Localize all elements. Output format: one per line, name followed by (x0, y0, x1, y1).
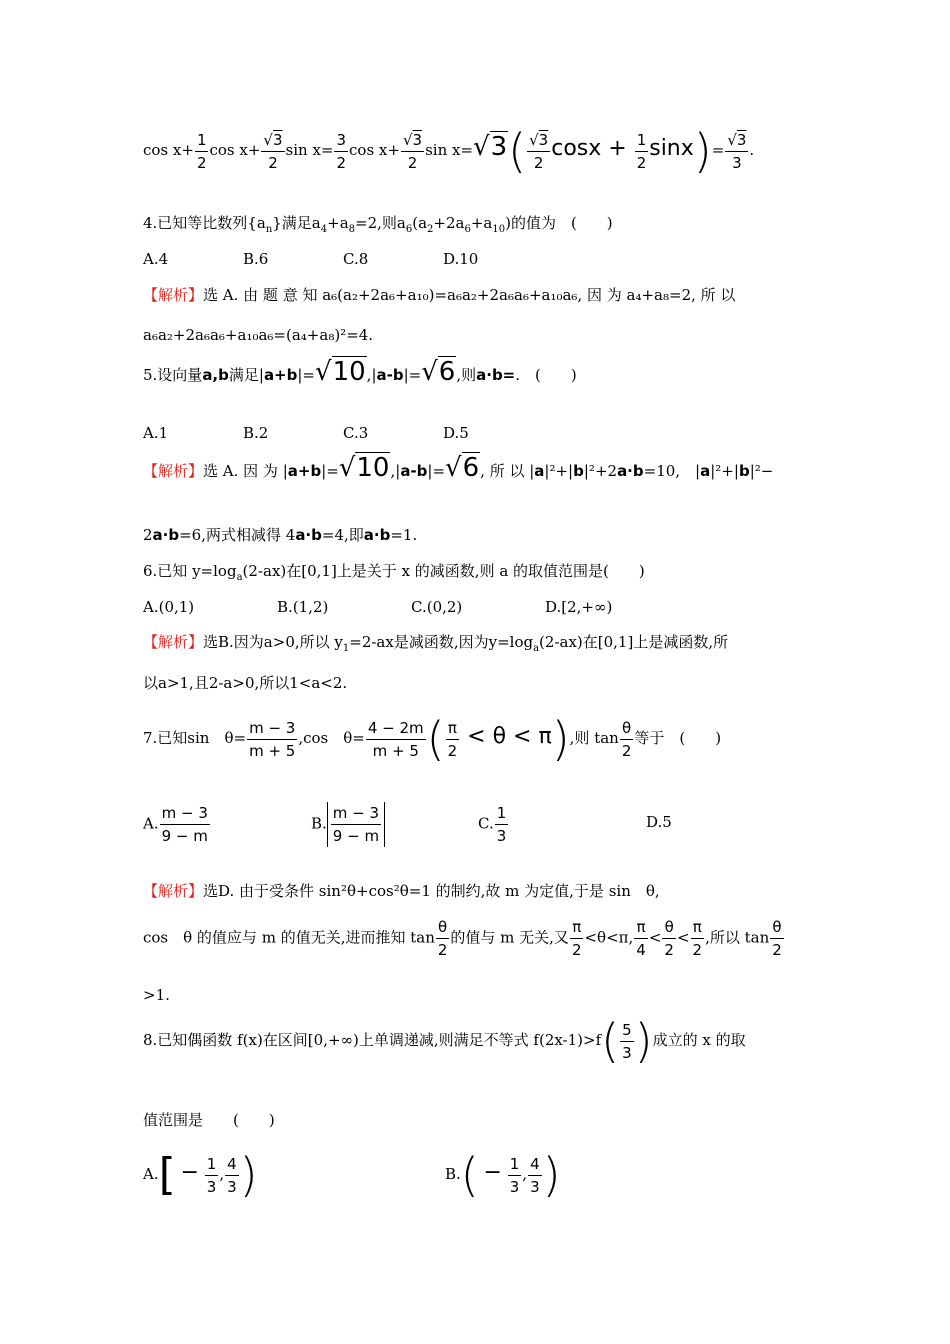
answer-4 (143, 285, 735, 305)
fraction: $\frac{m - 3}{m + 5}$ (249, 718, 296, 760)
text: a-b (376, 366, 404, 384)
fraction: $\frac{1}{2}$ (196, 130, 207, 172)
option-a: A.[ − $\frac{1}{3}$ , $\frac{4}{3}$ ) (143, 1148, 258, 1202)
text: 选 A. 由 题 意 知 a₆(a₂+2a₆+a₁₀)=a₆a₂+2a₆a₆+a₁₀a₆, 因 为 a₄+a₈=2, 所 以 (203, 286, 736, 304)
fraction: $\frac{√3}{2}$ (402, 130, 423, 172)
analysis-label: 【解析】 (143, 286, 204, 304)
absolute-value: $\frac{m - 3}{9 - m}$ (327, 802, 385, 847)
text: |²+| (710, 462, 739, 480)
text: sinx (649, 136, 694, 161)
text: }满足a (272, 214, 321, 232)
option-c: C. $\frac{1}{3}$ (478, 804, 507, 845)
fraction: $\frac{1}{3}$ (496, 804, 507, 845)
answer-6: 【解析】选B.因为a>0,所以 $y_1=2-ax$是减函数,因为$y=\log_a(2-ax)$在[0,1]上是减函数,所 (143, 633, 729, 654)
option-c: C.(0,2) (411, 598, 463, 616)
text: =1. (390, 526, 418, 544)
text: sin x= (425, 141, 474, 159)
fraction: $\frac{√3}{2}$ (263, 130, 283, 172)
option-a: A. $\frac{m - 3}{9 - m}$ (143, 804, 208, 845)
fraction: $\frac{1}{3}$ (509, 1154, 520, 1196)
fraction: $\frac{3}{2}$ (336, 130, 347, 172)
text: b (738, 462, 750, 480)
text: (a (412, 214, 428, 232)
question-8-cont: 值范围是 ( ) (143, 1111, 275, 1129)
sqrt-6: √6 (421, 357, 456, 387)
option-d: D.5 (646, 813, 672, 831)
text: a·b (617, 462, 644, 480)
text: a·b (363, 526, 391, 544)
answer-5-cont (143, 525, 417, 545)
option-d: D.[2,+∞) (545, 598, 613, 616)
text: +a (327, 214, 349, 232)
text: sin x= (285, 141, 334, 159)
text: 选D. 由于受条件 sin²θ+cos²θ=1 的制约,故 m 为定值,于是 sin θ, (203, 882, 660, 900)
text: ,| (366, 366, 377, 384)
sqrt-10: √10 (315, 357, 366, 387)
text: < θ < π (460, 724, 552, 749)
text: 成立的 x 的取 (652, 1031, 746, 1049)
text: |= (403, 366, 422, 384)
text: |= (297, 366, 315, 384)
text: = (711, 141, 725, 159)
formula-line: cos x+ $\frac{1}{2}$ cos x+ $\frac{√3}{2}$ sin x= $\frac{3}{2}$ cos x+ $\frac{√3}{2}$ sin x=√3( $\frac{√3}{2}$ cosx + $\frac{1}{2}$ sinx)= $\frac{√3}{3}$ . (143, 124, 755, 178)
option-a: A.1 (143, 424, 169, 442)
option-d: D.5 (443, 424, 469, 442)
text: < (648, 928, 662, 947)
text: 6.已知 y=log (143, 562, 237, 580)
answer-6-cont (143, 673, 347, 693)
fraction: $\frac{\theta}{2}$ (621, 718, 632, 760)
text: cos x+ (143, 141, 194, 159)
text: +2a (433, 214, 465, 232)
option-b: B.(1,2) (277, 598, 329, 616)
text: , 所 以 | (480, 462, 535, 480)
question-4: 4.已知等比数列$\{a_n\}$满足$a_4+a_8=2$,则$a_6(a_2+2a_6+a_{10})$的值为 ( ) (143, 214, 613, 235)
text: . (749, 141, 755, 159)
sqrt-6: √6 (445, 453, 480, 483)
text: 选 A. 因 为 | (203, 462, 288, 480)
text: 5.设向量 (143, 366, 203, 384)
text: ,| (390, 462, 401, 480)
fraction: $\frac{1}{2}$ (636, 130, 647, 172)
fraction: $\frac{√3}{3}$ (727, 130, 747, 172)
option-b: B.6 (243, 250, 269, 268)
text: a·b= (476, 366, 516, 384)
question-6: 6.已知 $y=\log_a(2-ax)$在[0,1]上是关于 x 的减函数,则 a 的取值范围是( ) (143, 562, 645, 583)
text: (2-ax)在[0,1]上是关于 x 的减函数,则 a 的取值范围是( ) (242, 562, 645, 580)
text: =2,则a (355, 214, 406, 232)
text: =2-ax是减函数,因为y=log (349, 633, 534, 651)
sqrt-3: √3 (473, 132, 508, 162)
text: |²+| (544, 462, 574, 480)
fraction: $\frac{\theta}{2}$ (437, 918, 448, 959)
analysis-label: 【解析】 (143, 462, 204, 480)
text: a+b (263, 366, 298, 384)
text: =6,两式相减得 4 (179, 526, 296, 544)
text: 等于 ( ) (634, 729, 722, 747)
option-a: A.(0,1) (143, 598, 195, 616)
option-b: B.2 (243, 424, 269, 442)
fraction: $\frac{\pi}{4}$ (636, 918, 646, 959)
question-8: 8.已知偶函数 f(x)在区间[0,+∞)上单调递减,则满足不等式 f(2x-1)>f( $\frac{5}{3}$ )成立的 x 的取 (143, 1014, 746, 1068)
text: ,所以 tan (705, 928, 770, 947)
text: a (534, 462, 545, 480)
text: a (700, 462, 711, 480)
text: (2-ax)在[0,1]上是减函数,所 (539, 633, 729, 651)
text: cos x+ (209, 141, 261, 159)
fraction: $\frac{\theta}{2}$ (664, 918, 674, 959)
text: cos θ 的值应与 m 的值无关,进而推知 tan (143, 928, 435, 947)
text: b (573, 462, 584, 480)
text: |= (321, 462, 339, 480)
answer-7-cont (143, 916, 785, 966)
answer-7-end: >1. (143, 986, 170, 1004)
text: 7.已知sin θ= (143, 729, 247, 747)
answer-4-cont (143, 325, 373, 345)
text: 2 (143, 526, 153, 544)
text: =10, | (643, 462, 701, 480)
answer-7 (143, 881, 660, 901)
text: |= (427, 462, 446, 480)
answer-5 (143, 453, 774, 498)
text: a·b (152, 526, 180, 544)
fraction: $\frac{4 - 2m}{m + 5}$ (367, 718, 424, 760)
text: 选B.因为a>0,所以 y (203, 633, 343, 651)
text: |²+2 (583, 462, 618, 480)
option-a: A.4 (143, 250, 169, 268)
option-b: B.( − $\frac{1}{3}$ , $\frac{4}{3}$ ) (445, 1148, 561, 1202)
text: ,则 (456, 366, 477, 384)
sqrt-10: √10 (338, 453, 390, 483)
analysis-label: 【解析】 (143, 882, 204, 900)
option-c: C.3 (343, 424, 369, 442)
text: 8.已知偶函数 f(x)在区间[0,+∞)上单调递减,则满足不等式 f(2x-1)>f (143, 1031, 602, 1049)
option-d: D.10 (443, 250, 479, 268)
text: =4,即 (321, 526, 364, 544)
fraction: $\frac{4}{3}$ (530, 1154, 540, 1196)
fraction: $\frac{√3}{2}$ (529, 130, 549, 172)
text: < (676, 928, 690, 947)
question-7: 7.已知sin θ= $\frac{m - 3}{m + 5}$ ,cos θ= $\frac{4 - 2m}{m + 5}$ ( $\frac{\pi}{2}$ < θ < π),则 tan $\frac{\theta}{2}$ 等于 ( ) (143, 712, 722, 766)
text: 的值与 m 无关,又 (450, 928, 569, 947)
text: a·b (295, 526, 322, 544)
text: ,cos θ= (298, 729, 365, 747)
text: 以a>1,且2-a>0,所以1<a<2. (143, 674, 348, 692)
text: ,则 tan (569, 729, 619, 747)
option-b: B. $\frac{m - 3}{9 - m}$ (311, 802, 385, 852)
fraction: $\frac{1}{3}$ (206, 1154, 217, 1196)
option-c: C.8 (343, 250, 369, 268)
analysis-label: 【解析】 (143, 633, 204, 651)
text: 满足| (228, 366, 264, 384)
fraction: $\frac{\pi}{2}$ (447, 718, 458, 760)
text: a₆a₂+2a₆a₆+a₁₀a₆=(a₄+a₈)²=4. (143, 326, 374, 344)
text: a,b (202, 366, 229, 384)
text: cosx + (551, 136, 634, 161)
fraction: $\frac{4}{3}$ (227, 1154, 237, 1196)
question-5 (143, 357, 577, 402)
text: a-b (400, 462, 428, 480)
text: |²− (749, 462, 774, 480)
text: +a (470, 214, 493, 232)
fraction: $\frac{\pi}{2}$ (692, 918, 703, 959)
text: . ( ) (515, 366, 577, 384)
text: <θ<π, (584, 928, 634, 947)
text: cos x+ (349, 141, 400, 159)
text: a+b (287, 462, 322, 480)
fraction: $\frac{5}{3}$ (622, 1020, 632, 1062)
text: )的值为 ( ) (505, 214, 613, 232)
fraction: $\frac{m - 3}{9 - m}$ (161, 804, 208, 845)
fraction: $\frac{\pi}{2}$ (571, 918, 582, 959)
fraction: $\frac{\theta}{2}$ (772, 918, 782, 959)
text: 4.已知等比数列{a (143, 214, 266, 232)
